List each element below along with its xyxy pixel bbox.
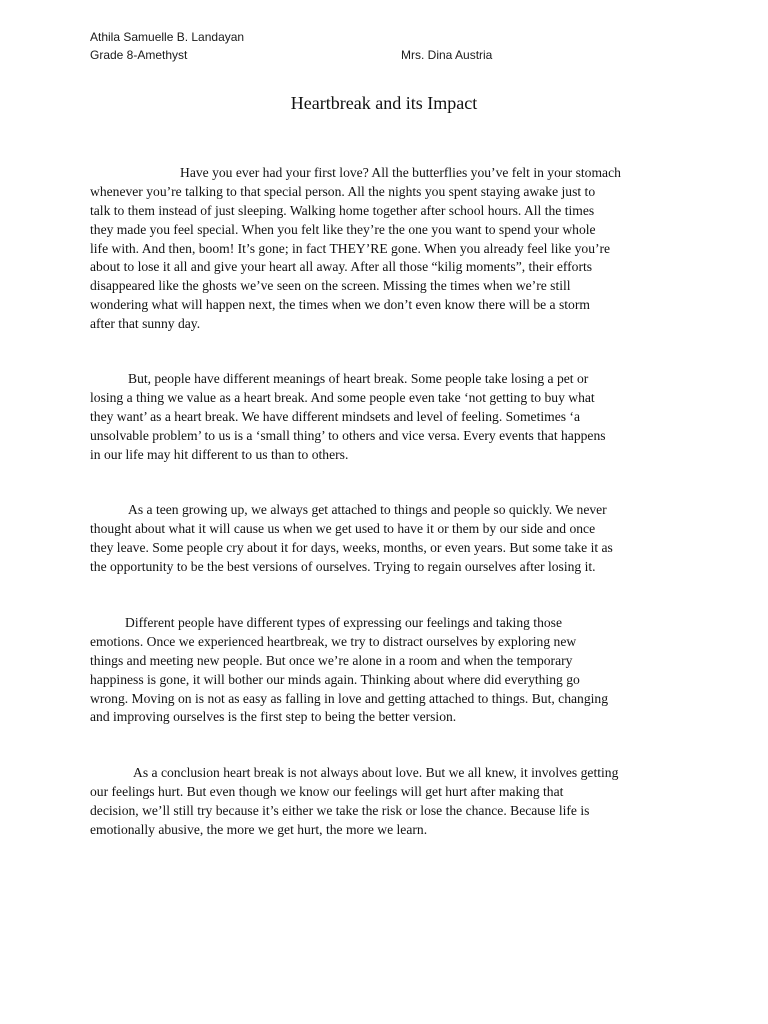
paragraph-line: unsolvable problem’ to us is a ‘small thing’ to others and vice versa. Every events that happens [90, 427, 606, 443]
paragraph-line: But, people have different meanings of heart break. Some people take losing a pet or [128, 371, 589, 386]
paragraph-line: and improving ourselves is the first step to being the better version. [90, 709, 457, 725]
paragraph-line: As a conclusion heart break is not always about love. But we all knew, it involves getting [133, 765, 619, 780]
paragraph-line: thought about what it will cause us when we get used to have it or them by our side and once [90, 520, 596, 536]
paragraph-line: things and meeting new people. But once we’re alone in a room and when the temporary [90, 652, 573, 668]
paragraph-line: whenever you’re talking to that special person. All the nights you spent staying awake just to [90, 183, 596, 199]
paragraph-line: wrong. Moving on is not as easy as falling in love and getting attached to things. But, changing [90, 690, 608, 706]
paragraph-3 [90, 501, 680, 577]
paragraph-line: they want’ as a heart break. We have different mindsets and level of feeling. Sometimes ‘a [90, 408, 580, 424]
paragraph-line: Different people have different types of expressing our feelings and taking those [125, 615, 563, 630]
paragraph-line: decision, we’ll still try because it’s either we take the risk or lose the chance. Because life is [90, 802, 590, 818]
teacher-name: Mrs. Dina Austria [401, 48, 493, 62]
paragraph-line: life with. And then, boom! It’s gone; in fact THEY’RE gone. When you already feel like you’re [90, 240, 611, 256]
paragraph-line: they made you feel special. When you felt like they’re the one you want to spend your whole [90, 221, 596, 237]
paragraph-line: happiness is gone, it will bother our minds again. Thinking about where did everything go [90, 671, 580, 687]
paragraph-1 [90, 164, 680, 334]
paragraph-line: they leave. Some people cry about it for days, weeks, months, or even years. But some take it as [90, 539, 613, 555]
paragraph-line: losing a thing we value as a heart break. And some people even take ‘not getting to buy what [90, 389, 595, 405]
paragraph-line: emotions. Once we experienced heartbreak, we try to distract ourselves by exploring new [90, 633, 577, 649]
paragraph-line: talk to them instead of just sleeping. Walking home together after school hours. All the times [90, 202, 595, 218]
paragraph-5 [90, 764, 680, 840]
paragraph-line: after that sunny day. [90, 316, 201, 332]
paragraph-line: emotionally abusive, the more we get hurt, the more we learn. [90, 821, 428, 837]
paragraph-4 [90, 614, 680, 727]
paragraph-line: the opportunity to be the best versions of ourselves. Trying to regain ourselves after losing it. [90, 558, 596, 574]
paragraph-line: As a teen growing up, we always get attached to things and people so quickly. We never [128, 502, 607, 517]
paragraph-line: Have you ever had your first love? All the butterflies you’ve felt in your stomach [180, 165, 621, 180]
paragraph-line: wondering what will happen next, the times when we don’t even know there will be a storm [90, 297, 590, 313]
student-name: Athila Samuelle B. Landayan [90, 30, 245, 44]
essay-title: Heartbreak and its Impact [290, 93, 478, 113]
paragraph-line: about to lose it all and give your heart all away. After all those “kilig moments”, their efforts [90, 259, 593, 275]
paragraph-2 [90, 370, 680, 464]
paragraph-line: our feelings hurt. But even though we know our feelings will get hurt after making that [90, 783, 564, 799]
paragraph-line: in our life may hit different to us than to others. [90, 446, 349, 462]
paragraph-line: disappeared like the ghosts we’ve seen on the screen. Missing the times when we’re still [90, 278, 571, 294]
grade-section: Grade 8-Amethyst [90, 48, 188, 62]
